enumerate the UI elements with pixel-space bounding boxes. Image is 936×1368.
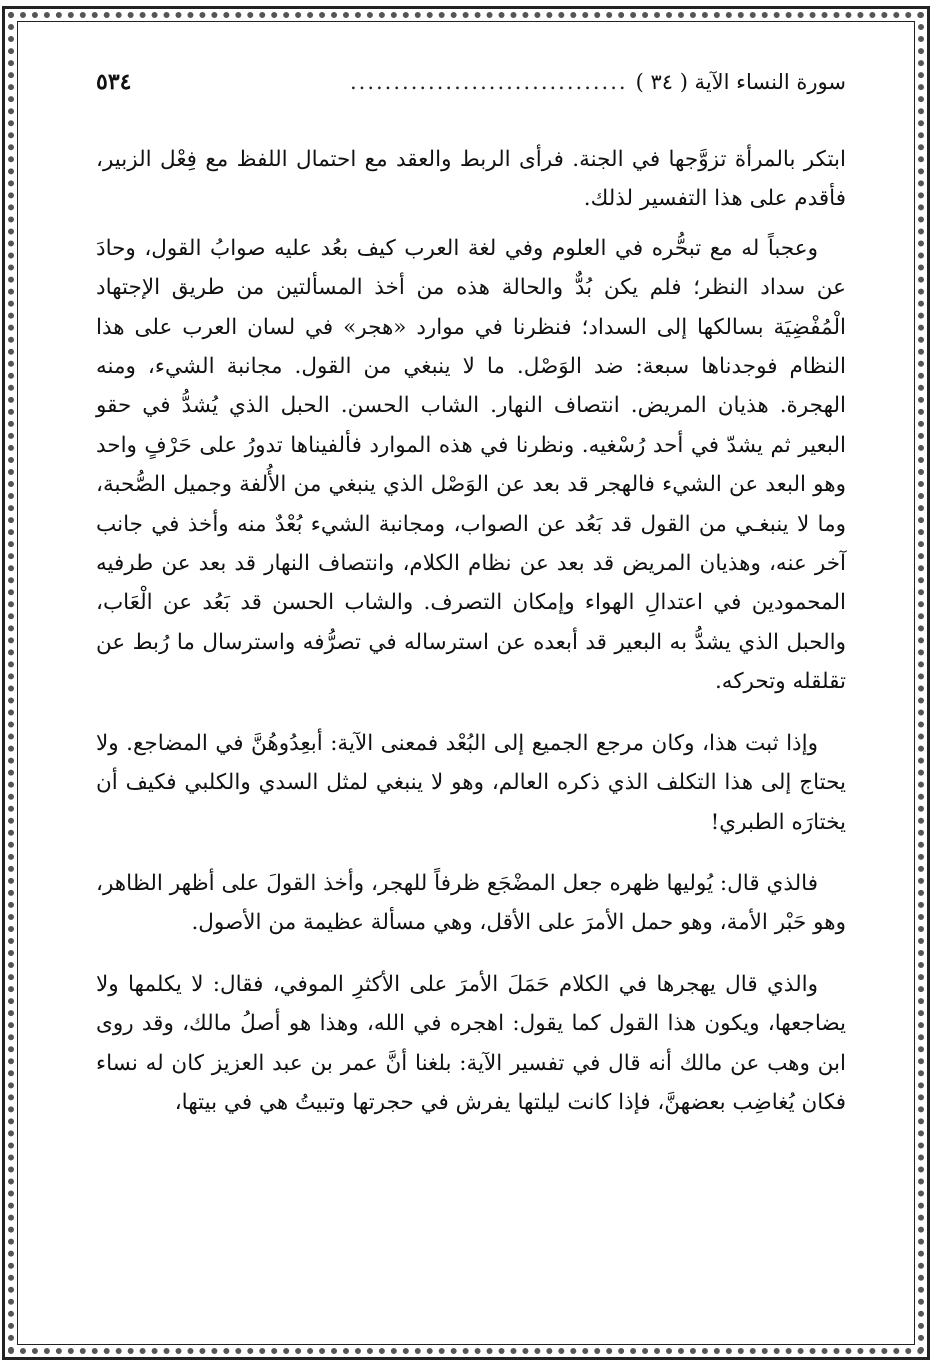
paragraph-4: فالذي قال: يُوليها ظهره جعل المضْجَع ظرفاً للهجر، وأخذ القولَ على أظهر الظاهر، وهو حَبْر الأمة، وهو حمل الأمرَ على الأقل، وهي مسألة عظيمة من الأصول. (96, 870, 846, 936)
dot-leader: ................................ (349, 70, 628, 94)
running-title: سورة النساء الآية ( ٣٤ ) (635, 70, 846, 94)
page-header (96, 64, 846, 100)
paragraph-5: والذي قال يهجرها في الكلام حَمَلَ الأمرَ على الأكثرِ الموفي، فقال: لا يكلمها ولا يضاجعها، ويكون هذا القول كما يقول: اهجره في الله، وهذا هو أصلُ مالك، وقد روى ابن وهب عن مالك أنه قال في تفسير الآية: بلغنا أنَّ عمر بن عبد العزيز كان له نساء فكان يُغاضِب بعضهنَّ، فإذا كانت ليلتها يفرش في حجرتها وتبيتُ هي في بيتها، (96, 971, 846, 1115)
paragraph-1: ابتكر بالمرأة تزوَّجها في الجنة. فرأى الربط والعقد مع احتمال اللفظ مع فِعْل الزبير، فأقدم على هذا التفسير لذلك. (96, 147, 846, 212)
running-title-group (350, 70, 846, 94)
page-body (96, 140, 846, 1122)
page-number: ٥٣٤ (96, 69, 132, 95)
paragraph-3: وإذا ثبت هذا، وكان مرجع الجميع إلى البُعْد فمعنى الآية: أبعِدُوهُنَّ في المضاجع. ولا يحتاج إلى هذا التكلف الذي ذكره العالم، وهو لا ينبغي لمثل السدي والكلبي فكيف أن يختارَه الطبري! (96, 730, 846, 835)
paragraph-2: وعجباً له مع تبحُّره في العلوم وفي لغة العرب كيف بعُد عليه صوابُ القول، وحادَ عن سداد النظر؛ فلم يكن بُدٌّ والحالة هذه من أخذ المسألتين من طريق الإجتهاد الْمُفْضِيَة بسالكها إلى السداد؛ فنظرنا في موارد «هجر» في لسان العرب على هذا النظام فوجدناها سبعة: ضد الوَصْل. ما لا ينبغي من القول. مجانبة الشيء، ومنه الهجرة. هذيان المريض. انتصاف النهار. الشاب الحسن. الحبل الذي يُشدُّ في حقو البعير ثم يشدّ في أحد رُسْغيه. ونظرنا في هذه الموارد فألفيناها تدورُ على حَرْفٍ واحد وهو البعد عن الشيء فالهجر قد بعد عن الوَصْل الذي ينبغي من الأُلفة وجميل الصُّحبة، وما لا ينبغـي من القول قد بَعُد عن الصواب، ومجانبة الشيء بُعْدٌ منه وأخذ في جانب آخر عنه، وهذيان المريض قد بعد عن نظام الكلام، وانتصاف النهار قد بعد عن طرفيه المحمودين في اعتدالِ الهواء وإمكان التصرف. والشاب الحسن قد بَعُد عن الْعَاب، والحبل الذي يشدُّ به البعير قد أبعده عن استرساله في تصرُّفه واسترسال ما رُبط عن تقلقله وتحركه. (96, 235, 846, 695)
